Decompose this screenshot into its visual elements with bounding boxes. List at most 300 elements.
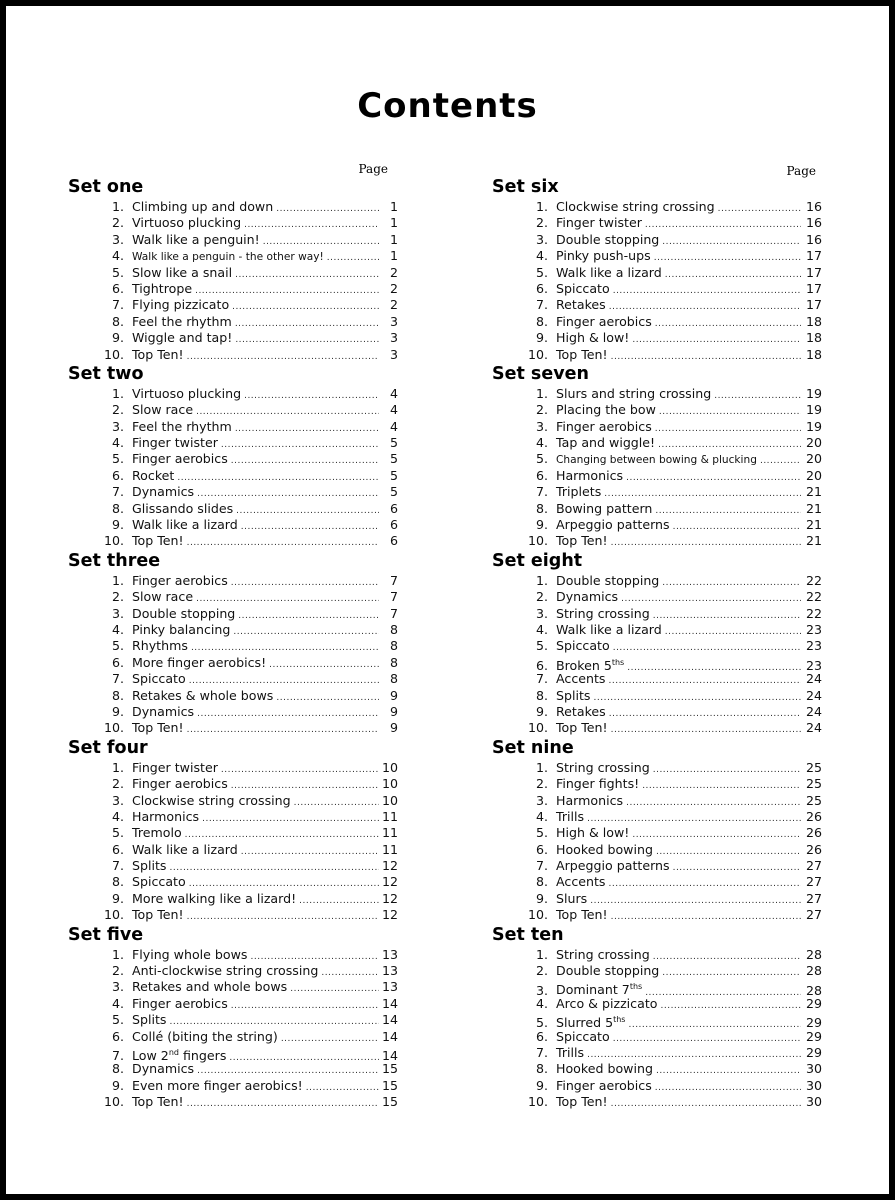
entry-title: Slow race <box>132 589 194 605</box>
entry-number: 2. <box>535 963 548 979</box>
entry-title: Tap and wiggle! <box>556 435 656 451</box>
entry-page-number: 10 <box>382 776 399 792</box>
entry-title: Glissando slides <box>132 500 234 516</box>
entry-page-number: 29 <box>805 1044 822 1060</box>
contents-entry[interactable] <box>492 979 822 998</box>
contents-entry[interactable] <box>492 704 822 720</box>
entry-number: 8. <box>111 687 124 703</box>
entry-page-number: 4 <box>389 418 398 434</box>
contents-entry[interactable] <box>68 1012 398 1028</box>
entry-number: 8. <box>535 874 548 890</box>
entry-title: Retakes & whole bows <box>132 687 274 703</box>
entry-title: Harmonics <box>132 808 200 824</box>
entry-number: 7. <box>535 297 548 313</box>
contents-entry[interactable] <box>68 248 398 264</box>
contents-entry[interactable] <box>492 825 822 841</box>
set-heading: Set six <box>492 177 559 197</box>
contents-entry[interactable] <box>492 655 822 671</box>
contents-entry[interactable] <box>68 842 398 858</box>
entry-title: Finger aerobics <box>132 995 228 1011</box>
contents-entry[interactable] <box>492 1061 822 1077</box>
contents-entry[interactable] <box>68 314 398 330</box>
contents-entry[interactable] <box>68 297 398 313</box>
contents-entry[interactable] <box>68 655 398 671</box>
contents-entry[interactable] <box>68 1094 398 1110</box>
entry-title: Trills <box>556 1044 585 1060</box>
entry-page-number: 21 <box>805 533 822 549</box>
entry-page-number: 14 <box>382 995 399 1011</box>
contents-entry[interactable] <box>492 842 822 858</box>
contents-entry[interactable] <box>68 419 398 435</box>
entry-page-number: 10 <box>382 759 399 775</box>
contents-entry[interactable] <box>492 793 822 809</box>
left-sets-list <box>68 162 398 1111</box>
contents-entry[interactable] <box>492 484 822 500</box>
entry-number: 2. <box>535 589 548 605</box>
entry-number: 9. <box>535 703 548 719</box>
entry-title: Virtuoso plucking <box>132 385 242 401</box>
entry-number: 7. <box>111 671 124 687</box>
contents-entry[interactable] <box>68 622 398 638</box>
contents-entry[interactable] <box>492 760 822 776</box>
contents-entry[interactable] <box>492 386 822 402</box>
entry-page-number: 22 <box>805 605 822 621</box>
contents-entry[interactable] <box>492 891 822 907</box>
entry-page-number: 16 <box>805 199 822 214</box>
entry-page-number: 9 <box>389 703 398 719</box>
entry-page-number: 27 <box>805 858 822 874</box>
entry-number: 10. <box>103 720 124 736</box>
entry-title: String crossing <box>556 759 650 775</box>
entry-number: 4. <box>535 808 548 824</box>
entry-title: Slow like a snail <box>132 264 233 280</box>
entry-page-number: 7 <box>389 605 398 621</box>
entry-number: 7. <box>535 1044 548 1060</box>
contents-entry[interactable] <box>492 907 822 923</box>
entry-number: 4. <box>535 248 548 264</box>
contents-entry[interactable] <box>492 963 822 979</box>
entry-page-number: 25 <box>805 759 822 775</box>
contents-entry[interactable] <box>492 435 822 451</box>
contents-entry[interactable] <box>68 874 398 890</box>
entry-title: Virtuoso plucking <box>132 215 242 231</box>
entry-title: Top Ten! <box>132 1094 184 1110</box>
contents-entry[interactable] <box>492 573 822 589</box>
entry-title: More walking like a lizard! <box>132 890 297 906</box>
entry-page-number: 23 <box>805 621 822 637</box>
entry-page-number: 8 <box>389 671 398 687</box>
entry-title: Walk like a lizard <box>556 621 662 637</box>
entry-page-number: 2 <box>389 264 398 280</box>
contents-entry[interactable] <box>492 501 822 517</box>
entry-page-number: 8 <box>389 654 398 670</box>
entry-number: 4. <box>111 995 124 1011</box>
contents-entry[interactable] <box>68 402 398 418</box>
entry-page-number: 23 <box>805 638 822 654</box>
entry-number: 5. <box>535 825 548 841</box>
entry-number: 3. <box>535 982 548 998</box>
entry-page-number: 22 <box>805 589 822 605</box>
entry-number: 2. <box>535 215 548 231</box>
contents-entry[interactable] <box>68 330 398 346</box>
contents-entry[interactable] <box>492 1045 822 1061</box>
entry-title: Finger fights! <box>556 776 640 792</box>
entry-number: 6. <box>535 841 548 857</box>
entry-number: 5. <box>535 451 548 467</box>
entry-title: Hooked bowing <box>556 841 653 857</box>
page-title: Contents <box>357 86 538 126</box>
contents-entry[interactable] <box>492 347 822 363</box>
entry-number: 5. <box>111 1012 124 1028</box>
entry-title: Spiccato <box>556 280 610 296</box>
entry-title: Finger aerobics <box>132 572 228 588</box>
entry-page-number: 4 <box>389 385 398 401</box>
entry-page-number: 19 <box>805 418 822 434</box>
entry-number: 2. <box>111 402 124 418</box>
entry-number: 1. <box>535 199 548 214</box>
entry-number: 3. <box>535 231 548 247</box>
contents-entry[interactable] <box>68 606 398 622</box>
entry-title: Clockwise string crossing <box>132 792 291 808</box>
entry-page-number: 24 <box>805 720 822 736</box>
entry-page-number: 21 <box>805 484 822 500</box>
contents-entry[interactable] <box>68 573 398 589</box>
entry-title: Splits <box>556 687 591 703</box>
entry-page-number: 13 <box>382 963 399 979</box>
entry-number: 10. <box>103 907 124 923</box>
contents-entry[interactable] <box>492 199 822 215</box>
entry-title: Slow race <box>132 402 194 418</box>
contents-entry[interactable] <box>492 1029 822 1045</box>
entry-number: 1. <box>111 946 124 962</box>
entry-page-number: 12 <box>382 874 399 890</box>
entry-title: Low 2nd fingers <box>132 1047 227 1064</box>
contents-entry[interactable] <box>492 1078 822 1094</box>
entry-title: Feel the rhythm <box>132 313 232 329</box>
entry-number: 2. <box>111 776 124 792</box>
entry-title: Retakes and whole bows <box>132 979 288 995</box>
contents-entry[interactable] <box>68 891 398 907</box>
entry-title: Finger aerobics <box>132 451 228 467</box>
contents-entry[interactable] <box>492 265 822 281</box>
entry-title: Slurred $5^{ths}$ <box>556 1015 626 1031</box>
entry-title: Rhythms <box>132 638 188 654</box>
contents-entry[interactable] <box>68 199 398 215</box>
entry-title: Even more finger aerobics! <box>132 1077 303 1093</box>
entry-title: Walk like a penguin - the other way! <box>132 251 324 264</box>
entry-number: 7. <box>111 1048 124 1064</box>
entry-number: 3. <box>111 418 124 434</box>
entry-page-number: 1 <box>389 215 398 231</box>
dot-leader <box>611 349 801 365</box>
entry-number: 3. <box>111 979 124 995</box>
contents-entry[interactable] <box>68 760 398 776</box>
contents-entry[interactable] <box>492 232 822 248</box>
contents-entry[interactable] <box>492 858 822 874</box>
contents-entry[interactable] <box>492 688 822 704</box>
entry-title: Placing the bow <box>556 402 656 418</box>
contents-entry[interactable] <box>68 720 398 736</box>
dot-leader <box>611 535 801 551</box>
entry-title: Finger twister <box>556 215 642 231</box>
contents-entry[interactable] <box>492 215 822 231</box>
contents-entry[interactable] <box>68 265 398 281</box>
entry-number: 8. <box>535 313 548 329</box>
entry-title: Finger aerobics <box>556 1077 652 1093</box>
contents-entry[interactable] <box>492 776 822 792</box>
entry-number: 1. <box>111 385 124 401</box>
entry-page-number: 15 <box>382 1094 399 1110</box>
contents-entry[interactable] <box>492 248 822 264</box>
entry-number: 9. <box>111 890 124 906</box>
contents-entry[interactable] <box>492 451 822 467</box>
entry-title: Pinky push-ups <box>556 248 651 264</box>
entry-number: 5. <box>111 825 124 841</box>
entry-title: Walk like a lizard <box>556 264 662 280</box>
entry-page-number: 21 <box>805 500 822 516</box>
entry-page-number: 26 <box>805 825 822 841</box>
entry-title: Slurs and string crossing <box>556 385 712 401</box>
entry-title: Walk like a lizard <box>132 841 238 857</box>
entry-title: Splits <box>132 858 167 874</box>
contents-entry[interactable] <box>492 1012 822 1031</box>
entry-page-number: 11 <box>382 825 399 841</box>
entry-page-number: 8 <box>389 621 398 637</box>
contents-entry[interactable] <box>68 281 398 297</box>
entry-number: 4. <box>111 435 124 451</box>
contents-entry[interactable] <box>492 606 822 622</box>
entry-number: 9. <box>111 1077 124 1093</box>
entry-number: 2. <box>111 215 124 231</box>
entry-number: 10. <box>527 907 548 923</box>
entry-title: Top Ten! <box>556 1094 608 1110</box>
contents-entry[interactable] <box>492 589 822 605</box>
contents-entry[interactable] <box>68 907 398 923</box>
contents-entry[interactable] <box>492 622 822 638</box>
entry-title: Collé (biting the string) <box>132 1028 278 1044</box>
entry-title: Changing between bowing & plucking <box>556 454 757 467</box>
entry-page-number: 13 <box>382 979 399 995</box>
entry-title: Double stopping <box>132 605 236 621</box>
entry-page-number: 28 <box>805 963 822 979</box>
entry-page-number: 29 <box>805 1028 822 1044</box>
entry-number: 7. <box>535 671 548 687</box>
entry-page-number: 6 <box>389 517 398 533</box>
entry-title: Wiggle and tap! <box>132 330 233 346</box>
entry-title: Tremolo <box>132 825 182 841</box>
entry-page-number: 5 <box>389 451 398 467</box>
entry-page-number: 19 <box>805 385 822 401</box>
entry-page-number: 24 <box>805 703 822 719</box>
entry-title: Double stopping <box>556 963 660 979</box>
contents-entry[interactable] <box>492 533 822 549</box>
entry-page-number: 1 <box>389 248 398 264</box>
entry-title: Harmonics <box>556 792 624 808</box>
entry-title: Splits <box>132 1012 167 1028</box>
entry-number: 7. <box>535 858 548 874</box>
entry-title: Walk like a lizard <box>132 517 238 533</box>
entry-number: 5. <box>111 264 124 280</box>
entry-number: 6. <box>111 280 124 296</box>
entry-number: 9. <box>111 517 124 533</box>
contents-entry[interactable] <box>492 297 822 313</box>
entry-number: 7. <box>111 858 124 874</box>
contents-entry[interactable] <box>492 874 822 890</box>
contents-entry[interactable] <box>68 484 398 500</box>
entry-number: 4. <box>111 248 124 264</box>
entry-page-number: 10 <box>382 792 399 808</box>
entry-page-number: 5 <box>389 435 398 451</box>
contents-entry[interactable] <box>68 809 398 825</box>
entry-page-number: 3 <box>389 313 398 329</box>
contents-entry[interactable] <box>68 232 398 248</box>
contents-entry[interactable] <box>492 1094 822 1110</box>
entry-title: Top Ten! <box>556 346 608 362</box>
contents-entry[interactable] <box>68 963 398 979</box>
entry-title: Accents <box>556 874 606 890</box>
entry-page-number: 27 <box>805 890 822 906</box>
entry-title: Retakes <box>556 297 606 313</box>
entry-title: Top Ten! <box>132 907 184 923</box>
contents-entry[interactable] <box>68 386 398 402</box>
entry-number: 4. <box>111 621 124 637</box>
entry-number: 3. <box>535 605 548 621</box>
entry-title: Dynamics <box>132 1061 195 1077</box>
set-heading: Set two <box>68 363 144 384</box>
contents-entry[interactable] <box>68 517 398 533</box>
contents-entry[interactable] <box>68 1078 398 1094</box>
contents-entry[interactable] <box>492 330 822 346</box>
entry-title: String crossing <box>556 946 650 962</box>
entry-page-number: 1 <box>389 199 398 214</box>
entry-page-number: 12 <box>382 907 399 923</box>
entry-number: 5. <box>535 264 548 280</box>
entry-number: 10. <box>103 533 124 549</box>
entry-page-number: 12 <box>382 890 399 906</box>
entry-page-number: 24 <box>805 687 822 703</box>
contents-entry[interactable] <box>68 688 398 704</box>
contents-entry[interactable] <box>492 281 822 297</box>
entry-number: 4. <box>535 995 548 1011</box>
entry-page-number: 29 <box>805 1015 822 1031</box>
contents-entry[interactable] <box>68 347 398 363</box>
entry-number: 1. <box>535 385 548 401</box>
contents-entry[interactable] <box>492 671 822 687</box>
page-column-label: Page <box>358 162 388 176</box>
entry-page-number: 17 <box>805 280 822 296</box>
dot-leader <box>187 909 379 925</box>
contents-entry[interactable] <box>68 435 398 451</box>
contents-entry[interactable] <box>68 979 398 995</box>
dot-leader <box>187 535 379 551</box>
contents-entry[interactable] <box>68 671 398 687</box>
entry-title: Flying whole bows <box>132 946 248 962</box>
contents-entry[interactable] <box>68 451 398 467</box>
entry-page-number: 9 <box>389 720 398 736</box>
entry-number: 8. <box>535 687 548 703</box>
entry-title: Finger twister <box>132 435 218 451</box>
entry-number: 1. <box>535 572 548 588</box>
entry-page-number: 20 <box>805 451 822 467</box>
set-heading: Set five <box>68 924 144 945</box>
contents-entry[interactable] <box>68 1045 399 1064</box>
contents-entry[interactable] <box>68 858 398 874</box>
contents-entry[interactable] <box>68 793 398 809</box>
contents-entry[interactable] <box>68 825 398 841</box>
contents-entry[interactable] <box>492 314 822 330</box>
contents-entry[interactable] <box>492 517 822 533</box>
contents-entry[interactable] <box>68 996 398 1012</box>
contents-entry[interactable] <box>492 947 822 963</box>
contents-entry[interactable] <box>492 809 822 825</box>
entry-page-number: 24 <box>805 671 822 687</box>
entry-number: 10. <box>527 533 548 549</box>
entry-number: 6. <box>535 1028 548 1044</box>
contents-entry[interactable] <box>68 1061 398 1077</box>
entry-title: Top Ten! <box>556 907 608 923</box>
contents-entry[interactable] <box>68 215 398 231</box>
entry-number: 10. <box>527 1094 548 1110</box>
contents-entry[interactable] <box>68 638 398 654</box>
contents-entry[interactable] <box>68 776 398 792</box>
entry-title: Dynamics <box>132 703 195 719</box>
entry-page-number: 11 <box>382 841 399 857</box>
contents-entry[interactable] <box>492 402 822 418</box>
contents-entry[interactable] <box>492 468 822 484</box>
set-heading: Set ten <box>492 924 564 945</box>
contents-entry[interactable] <box>68 1029 398 1045</box>
contents-entry[interactable] <box>68 947 398 963</box>
contents-entry[interactable] <box>492 996 822 1012</box>
entry-number: 2. <box>535 402 548 418</box>
entry-number: 2. <box>111 589 124 605</box>
entry-title: Broken $5^{ths}$ <box>556 657 625 673</box>
contents-entry[interactable] <box>68 533 398 549</box>
entry-title: More finger aerobics! <box>132 654 267 670</box>
entry-title: Feel the rhythm <box>132 418 232 434</box>
entry-page-number: 26 <box>805 841 822 857</box>
entry-number: 4. <box>535 621 548 637</box>
entry-page-number: 30 <box>805 1061 822 1077</box>
entry-page-number: 7 <box>389 589 398 605</box>
contents-entry[interactable] <box>68 704 398 720</box>
entry-title: Double stopping <box>556 572 660 588</box>
entry-number: 4. <box>535 435 548 451</box>
entry-number: 6. <box>111 841 124 857</box>
entry-page-number: 30 <box>805 1077 822 1093</box>
contents-entry[interactable] <box>68 501 398 517</box>
set-heading: Set eight <box>492 550 583 571</box>
entry-number: 9. <box>111 330 124 346</box>
dot-leader <box>611 722 801 738</box>
entry-title: Accents <box>556 671 606 687</box>
entry-number: 10. <box>527 720 548 736</box>
entry-title: Hooked bowing <box>556 1061 653 1077</box>
entry-page-number: 13 <box>382 946 399 962</box>
entry-page-number: 26 <box>805 808 822 824</box>
contents-entry[interactable] <box>68 589 398 605</box>
entry-page-number: 27 <box>805 874 822 890</box>
contents-entry[interactable] <box>492 419 822 435</box>
entry-page-number: 16 <box>805 231 822 247</box>
contents-entry[interactable] <box>492 720 822 736</box>
entry-page-number: 25 <box>805 792 822 808</box>
entry-title: Finger aerobics <box>556 418 652 434</box>
contents-entry[interactable] <box>492 638 822 654</box>
entry-number: 3. <box>111 792 124 808</box>
entry-title: Spiccato <box>132 671 186 687</box>
contents-entry[interactable] <box>68 468 398 484</box>
